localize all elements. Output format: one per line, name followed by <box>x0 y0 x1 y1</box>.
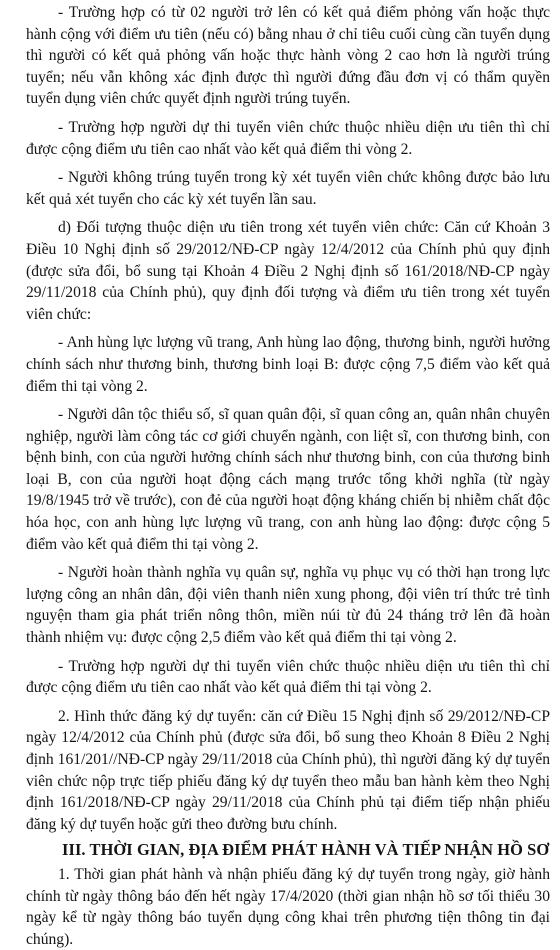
section-heading: III. THỜI GIAN, ĐỊA ĐIỂM PHÁT HÀNH VÀ TIẾP NHẬN HỒ SƠ <box>62 840 550 860</box>
paragraph-multiple-priority: - Trường hợp người dự thi tuyển viên chức thuộc nhiều diện ưu tiên thì chỉ được cộng điểm ưu tiên cao nhất vào kết quả điểm thi vòng 2. <box>26 118 550 158</box>
paragraph-priority-7-5-points: - Anh hùng lực lượng vũ trang, Anh hùng lao động, thương binh, người hưởng chính sách như thương binh, thương binh loại B: được cộng 7,5 điểm vào kết quả điểm thi tại vòng 2. <box>26 334 550 395</box>
paragraph-tie-break-rule: - Trường hợp có từ 02 người trở lên có kết quả điểm phỏng vấn hoặc thực hành cộng với điểm ưu tiên (nếu có) bằng nhau ở chỉ tiêu cuối cùng cần tuyển dụng thì người có kết quả phỏng vấn hoặc thực hành vòng 2 cao hơn là người trúng tuyển; nếu vẫn không xác định được thì người đứng đầu đơn vị có thẩm quyền tuyển dụng viên chức quyết định người trúng tuyển. <box>26 4 550 108</box>
paragraph-priority-5-points: - Người dân tộc thiểu số, sĩ quan quân đội, sĩ quan công an, quân nhân chuyên nghiệp, người làm công tác cơ giới chuyển ngành, con liệt sĩ, con thương binh, con bệnh binh, con của người hưởng chính sách như thương binh, con của thương binh loại B, con của người hoạt động cách mạng trước tổng khởi nghĩa (từ ngày 19/8/1945 trở về trước), con đẻ của người hoạt động kháng chiến bị nhiễm chất độc hóa học, con anh hùng lực lượng vũ trang, con anh hùng lao động: được cộng 5 điểm vào kết quả điểm thi tại vòng 2. <box>26 406 550 553</box>
paragraph-priority-subjects: d) Đối tượng thuộc diện ưu tiên trong xét tuyển viên chức: Căn cứ Khoản 3 Điều 10 Nghị định số 29/2012/NĐ-CP ngày 12/4/2012 của Chính phủ quy định (được sửa đổi, bổ sung tại Khoản 4 Điều 2 Nghị định số 161/2018/NĐ-CP ngày 29/11/2018 của Chính phủ), quy định đối tượng và điểm ưu tiên trong xét tuyển viên chức: <box>26 219 550 323</box>
paragraph-no-reservation: - Người không trúng tuyển trong kỳ xét tuyển viên chức không được bảo lưu kết quả xét tuyển cho các kỳ xét tuyển lần sau. <box>26 169 550 208</box>
paragraph-highest-priority-only: - Trường hợp người dự thi tuyển viên chức thuộc nhiều diện ưu tiên thì chỉ được cộng điểm ưu tiên cao nhất vào kết quả điểm thi tại vòng 2. <box>26 657 550 697</box>
paragraph-issue-time: 1. Thời gian phát hành và nhận phiếu đăng ký dự tuyển trong ngày, giờ hành chính từ ngày thông báo đến hết ngày 17/4/2020 (thời gian nhận hồ sơ tối thiểu 30 ngày kể từ ngày thông báo tuyển dụng công khai trên phương tiện thông tin đại chúng). <box>26 865 550 948</box>
paragraph-priority-2-5-points: - Người hoàn thành nghĩa vụ quân sự, nghĩa vụ phục vụ có thời hạn trong lực lượng công an nhân dân, đội viên thanh niên xung phong, đội viên trí thức trẻ tình nguyện tham gia phát triển nông thôn, miền núi từ đủ 24 tháng trở lên đã hoàn thành nhiệm vụ: được cộng 2,5 điểm vào kết quả điểm thi tại vòng 2. <box>26 564 550 647</box>
paragraph-registration-form: 2. Hình thức đăng ký dự tuyển: căn cứ Điều 15 Nghị định số 29/2012/NĐ-CP ngày 12/4/2012 của Chính phủ (được sửa đổi, bổ sung theo Khoản 8 Điều 2 Nghị định 161/201//NĐ-CP ngày 29/11/2018 của Chính phủ), thì người đăng ký dự tuyển viên chức nộp trực tiếp phiếu đăng ký dự tuyển theo mẫu ban hành kèm theo Nghị định 161/2018/NĐ-CP ngày 29/11/2018 của Chính phủ tại điểm tiếp nhận phiếu đăng ký dự tuyển hoặc gửi theo đường bưu chính. <box>26 707 550 833</box>
